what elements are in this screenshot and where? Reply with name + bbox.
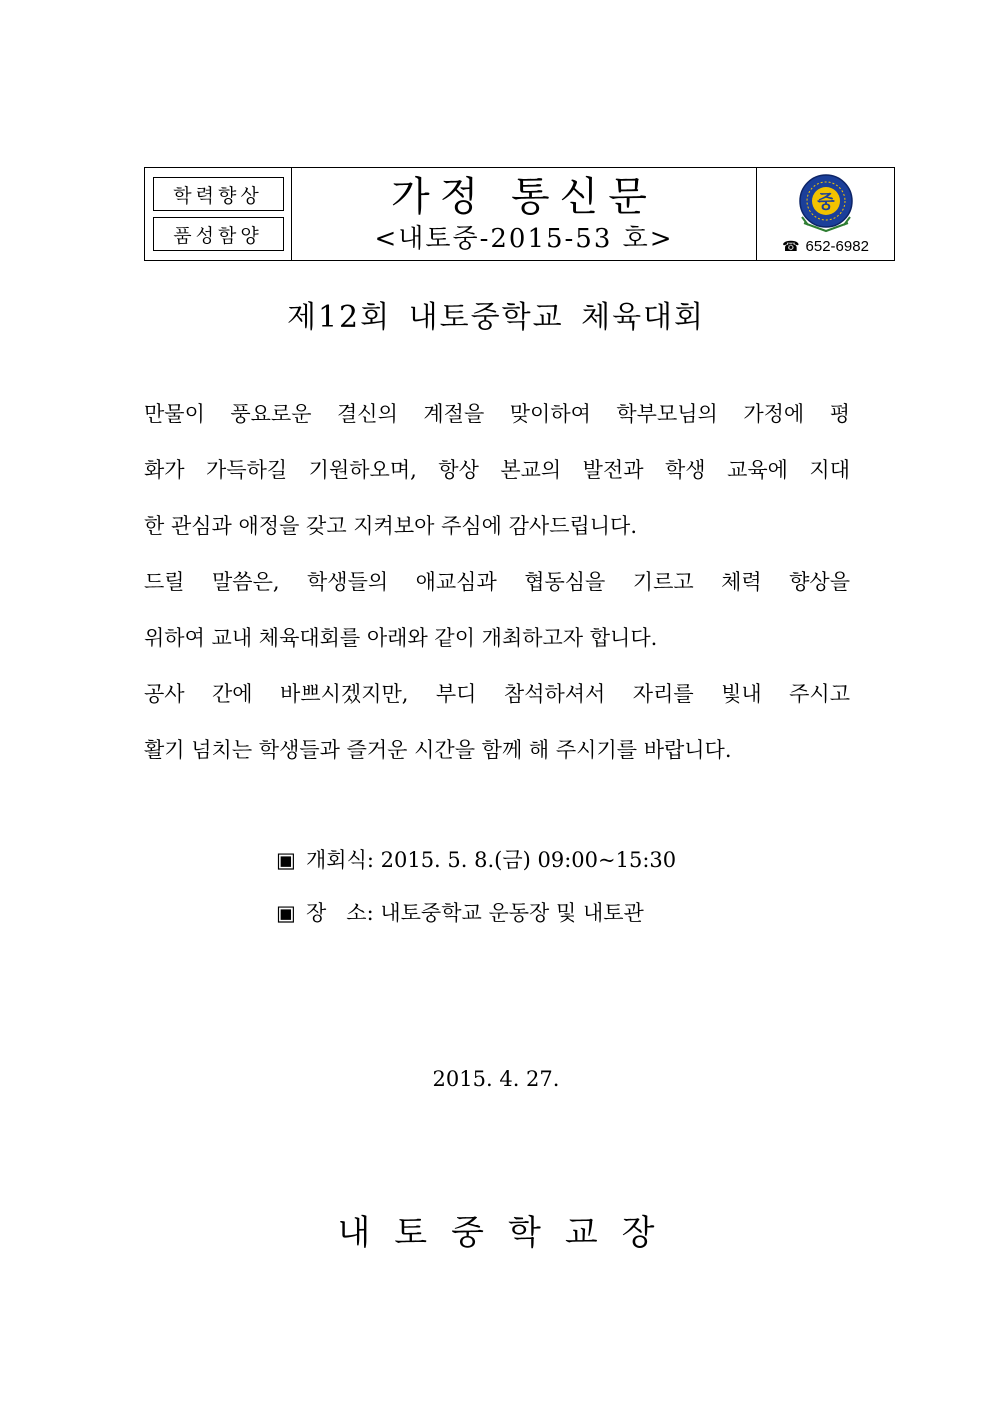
detail-text: 장 소: 내토중학교 운동장 및 내토관 (306, 901, 644, 925)
detail-opening (276, 842, 676, 895)
issue-number: <내토중-2015-53 호> (374, 224, 674, 254)
bullet-square-icon: ▣ (276, 848, 296, 872)
body-line: 한 관심과 애정을 갖고 지켜보아 주심에 감사드립니다. (144, 514, 638, 538)
title-column (292, 168, 757, 260)
phone-line (757, 233, 894, 260)
motto-character: 품성함양 (153, 217, 284, 251)
emblem-letter: 중 (817, 192, 835, 213)
letter-title: 가정 통신문 (391, 174, 657, 220)
body-line: 위하여 교내 체육대회를 아래와 같이 개최하고자 합니다. (144, 626, 658, 650)
bullet-square-icon: ▣ (276, 901, 296, 925)
event-details (276, 842, 676, 948)
body-line: 화가 가득하길 기원하오며, 항상 본교의 발전과 학생 교육에 지대 (144, 458, 850, 482)
motto-column (145, 168, 292, 260)
detail-text: 개회식: 2015. 5. 8.(금) 09:00~15:30 (306, 848, 677, 872)
motto-academic: 학력향상 (153, 177, 284, 211)
document-title: 제12회 내토중학교 체육대회 (286, 300, 706, 335)
phone-icon: ☎ (782, 238, 800, 254)
principal-signature: 내토중학교장 (337, 1213, 679, 1253)
school-emblem-icon (794, 171, 858, 235)
body-line: 공사 간에 바쁘시겠지만, 부디 참석하셔서 자리를 빛내 주시고 (144, 682, 850, 706)
phone-number: 652-6982 (805, 238, 869, 255)
issue-date: 2015. 4. 27. (432, 1067, 560, 1091)
body-line: 드릴 말씀은, 학생들의 애교심과 협동심을 기르고 체력 향상을 (144, 570, 850, 594)
body-line: 활기 넘치는 학생들과 즐거운 시간을 함께 해 주시기를 바랍니다. (144, 738, 732, 762)
detail-venue (276, 895, 676, 948)
logo-column (757, 168, 894, 260)
body-line: 만물이 풍요로운 결신의 계절을 맞이하여 학부모님의 가정에 평 (144, 402, 850, 426)
letterhead-box (144, 167, 895, 261)
